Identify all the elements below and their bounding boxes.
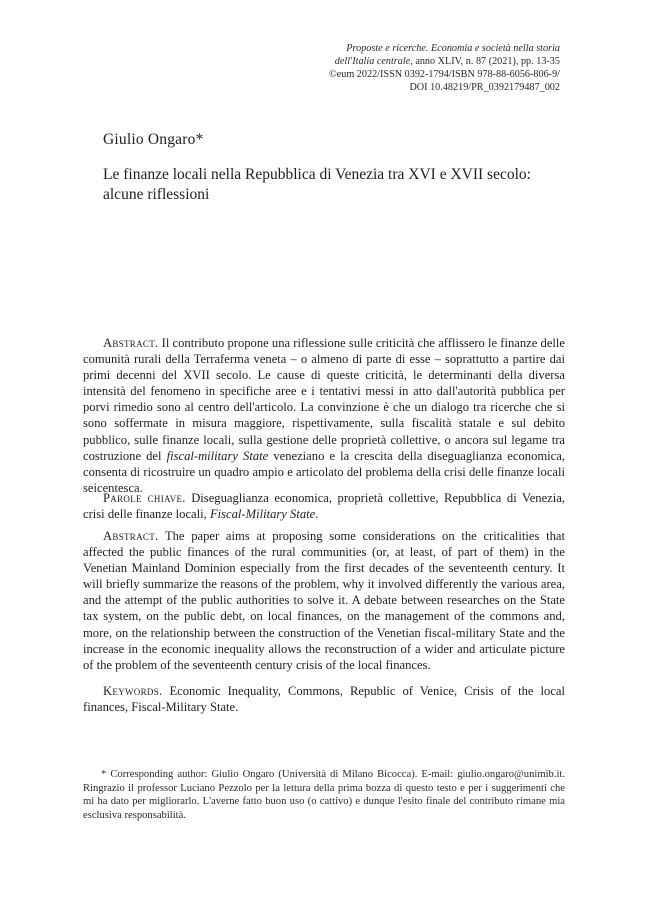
journal-volume: anno XLIV, n. 87 (2021), pp. 13-35 [412, 56, 560, 67]
journal-issue-line [260, 55, 560, 68]
keywords-italian [83, 490, 565, 522]
abstract-text-en: The paper aims at proposing some considerations on the criticalities that affected the public finances of the rural communities (or, at least, of part of them) in the Venetian Mainland Dominion especially from the first decades of the seventeenth century. It will briefly summarize the reasons of the problem, why it involved differently the various area, and the attempt of the public authorities to solve it. A debate between researches on the State tax system, on the public debt, on local finances, on the management of the commons and, more, on the relationship between the construction of the Venetian fiscal-military State and the increase in the economic inequality allows the reconstruction of a wider and articulate picture of the problem of the seventeenth century crisis of the local finances. [83, 529, 565, 672]
keywords-text-en: Economic Inequality, Commons, Republic of Venice, Crisis of the local finances, Fiscal-Military State. [83, 684, 565, 715]
journal-title-line: Proposte e ricerche. Economia e società nella storia [346, 43, 560, 54]
journal-region: dell'Italia centrale, [334, 56, 413, 67]
journal-issn-line: ©eum 2022/ISSN 0392-1794/ISBN 978-88-6056-806-9/ [328, 69, 560, 80]
abstract-text-end: veneziano e la crescita della diseguaglianza economica, consenta di ricostruire un quadro ampio e articolato del problema della crisi delle finanze locali seicentesca. [83, 448, 565, 495]
abstract-label-en: Abstract. [103, 529, 159, 543]
author-name: Giulio Ongaro* [103, 131, 204, 148]
journal-header [260, 42, 560, 94]
footnote-text: * Corresponding author: Giulio Ongaro (Università di Milano Bicocca). E-mail: giulio.ongaro@unimib.it. Ringrazio il professor Luciano Pezzolo per la lettura della prima bozza di questo testo e per i suggerimenti che mi ha dato per migliorarlo. L'averne fatto buon uso (o cattivo) e dunque l'esito finale del contributo rimane mia esclusiva responsabilità. [83, 769, 565, 821]
abstract-label: Abstract. [103, 336, 159, 350]
journal-doi-line: DOI 10.48219/PR_0392179487_002 [409, 82, 560, 93]
keywords-text: Diseguaglianza economica, proprietà collettive, Repubblica di Venezia, crisi delle finanze locali, [83, 491, 565, 522]
keywords-end: . [315, 507, 319, 522]
keywords-label-en: Keywords. [103, 684, 163, 698]
abstract-english [83, 528, 565, 673]
article-title: Le finanze locali nella Repubblica di Venezia tra XVI e XVII secolo: alcune riflessioni [103, 166, 531, 203]
keywords-italic-term: Fiscal-Military State [209, 507, 316, 522]
footnote [83, 768, 565, 822]
keywords-english [83, 683, 565, 715]
abstract-italian [83, 335, 565, 496]
abstract-italic-term: fiscal-military State [166, 448, 269, 463]
abstract-text: Il contributo propone una riflessione sulle criticità che afflissero le finanze delle comunità rurali della Terraferma veneta – o almeno di parte di esse – soprattutto a partire dai primi decenni del XVII secolo. Le cause di queste criticità, le determinanti della diversa intensità del fenomeno in specifiche aree e i tentativi messi in atto dall'autorità pubblica per porvi rimedio sono al centro dell'articolo. La convinzione è che un dialogo tra ricerche che si sono soffermate in misura maggiore, rispettivamente, sulla fiscalità statale e sul debito pubblico, sulle finanze locali, sulla gestione delle proprietà collettive, o ancora sul legame tra costruzione del [83, 336, 565, 463]
keywords-label: Parole chiave. [103, 491, 186, 505]
